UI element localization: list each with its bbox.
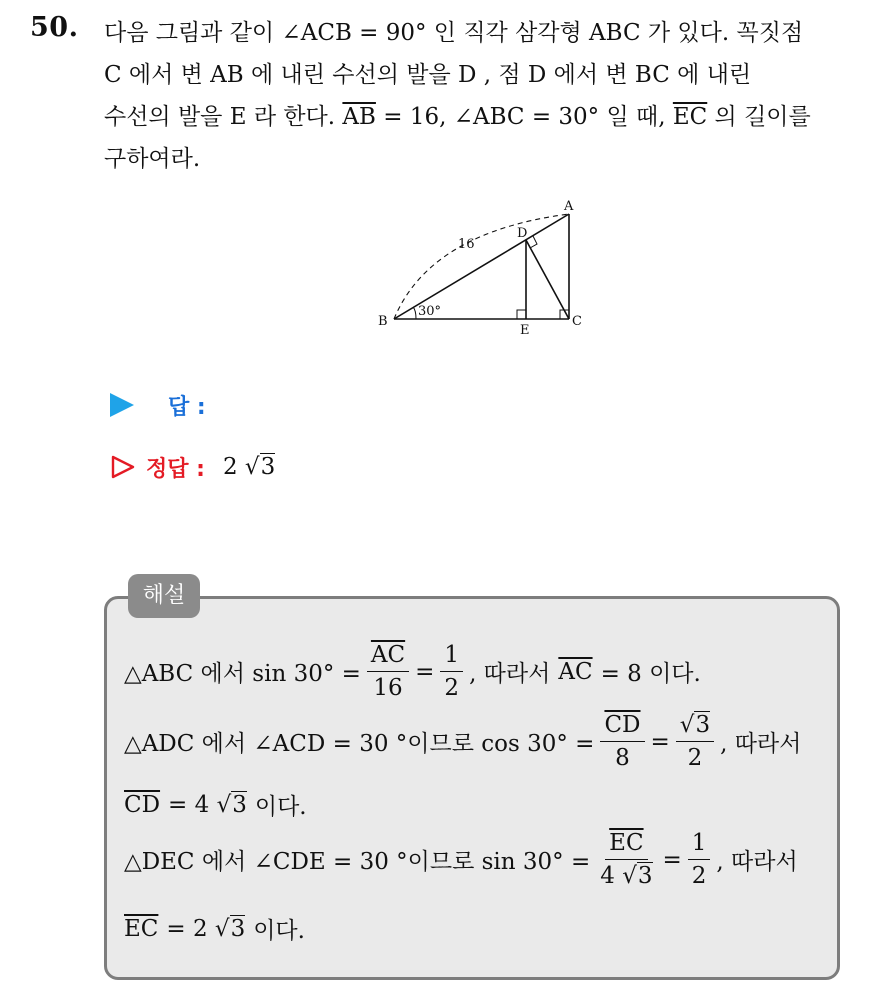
l5-root: 3 (230, 915, 246, 942)
explanation-line-1 (124, 642, 701, 701)
segment-ec-text: $\overline{EC}$ (124, 915, 159, 942)
fraction-ac-16 (367, 642, 409, 701)
frac-num: 1 (440, 642, 463, 672)
question-number: 50. (30, 12, 79, 43)
fraction-cd-8 (600, 712, 644, 771)
explanation-tab: 해설 (128, 574, 200, 618)
frac-num-root: 3 (695, 712, 711, 738)
angle-arc-b (413, 307, 416, 319)
fraction-root3-2: $\frac{√3}{2}$ (676, 712, 714, 771)
l3-root: 3 (232, 791, 247, 818)
root: 3 (260, 454, 276, 480)
l1-eq: = (415, 658, 435, 685)
frac-den: 2 (444, 675, 460, 701)
question-line-2: C 에서 변 AB 에 내린 수선의 발을 D , 점 D 에서 변 BC 에 내린 (104, 62, 752, 88)
explanation-line-2 (124, 712, 801, 771)
q3-b: = 16, ∠ABC = 30° 일 때, (375, 104, 673, 130)
fraction-1-2 (440, 642, 463, 701)
l3-b: 이다. (254, 794, 307, 820)
label-16: 16 (458, 237, 475, 252)
label-e: E (520, 323, 530, 338)
question-text (104, 12, 874, 180)
label-c: C (572, 314, 582, 329)
frac-den: 2 (691, 863, 707, 889)
l4-a: △DEC 에서 ∠CDE = 30 °이므로 sin 30° = (124, 849, 591, 875)
l4-eq: = (662, 846, 682, 873)
frac-num: 1 (688, 830, 711, 860)
q3-a: 수선의 발을 E 라 한다. (104, 104, 343, 130)
l2-eq: = (650, 728, 670, 755)
segment-ec: $\overline{EC}$ (672, 104, 708, 130)
explanation-line-4 (124, 830, 798, 889)
frac-den: 2 (687, 745, 703, 771)
label-30: 30° (418, 304, 442, 319)
answer-label: 답 : (168, 394, 206, 420)
l1-a: △ABC 에서 sin 30° = (124, 661, 361, 687)
l5-b: 이다. (253, 918, 305, 944)
l1-b: , 따라서 (469, 661, 551, 687)
segment-ab: $\overline{AB}$ (342, 104, 376, 130)
right-angle-d (530, 236, 537, 248)
segment-cd-text: $\overline{CD}$ (124, 791, 161, 818)
l5-a: = 2 (166, 915, 208, 942)
l2-b: , 따라서 (720, 731, 802, 757)
explanation-line-3: $\overline{CD}$ = 4 √3 이다. (124, 788, 307, 821)
frac-den: 16 (373, 675, 403, 701)
frac-num: $\overline{AC}$ (367, 642, 409, 672)
question-line-4: 구하여라. (104, 146, 201, 172)
fraction-1-2b (688, 830, 711, 889)
label-b: B (378, 314, 388, 329)
coef: 2 (222, 454, 238, 480)
l4-b: , 따라서 (716, 849, 798, 875)
outline-play-icon (110, 454, 136, 480)
answer-row (110, 388, 206, 422)
question-line-1: 다음 그림과 같이 ∠ACB = 90° 인 직각 삼각형 ABC 가 있다. 꼭짓점 (104, 20, 804, 46)
segment-cd (526, 240, 569, 319)
play-icon (110, 393, 134, 417)
correct-answer-label: 정답 : (146, 456, 205, 482)
label-a: A (564, 199, 574, 214)
explanation-line-5: $\overline{EC}$ = 2 √3 이다. (124, 912, 305, 945)
frac-num: $\overline{CD}$ (600, 712, 644, 742)
frac-den-root: 3 (637, 863, 653, 889)
label-d: D (517, 226, 528, 241)
question-line-3 (104, 96, 874, 138)
l2-a: △ADC 에서 ∠ACD = 30 °이므로 cos 30° = (124, 731, 595, 757)
correct-answer-row (110, 450, 275, 484)
correct-answer-value: 2 √3 (222, 454, 276, 480)
l3-a: = 4 (168, 791, 210, 818)
q3-c: 의 길이를 (707, 104, 811, 130)
segment-ac: $\overline{AC}$ (558, 658, 593, 685)
frac-den: 8 (615, 745, 630, 771)
frac-num: $\overline{EC}$ (605, 830, 647, 860)
fraction-ec-4root3: $\frac{\overline{EC}}{4 √3}$ (600, 830, 653, 889)
l1-c: = 8 이다. (600, 661, 701, 687)
triangle-figure (370, 192, 610, 342)
frac-den-coef: 4 (600, 863, 615, 889)
right-angle-e (517, 310, 526, 319)
